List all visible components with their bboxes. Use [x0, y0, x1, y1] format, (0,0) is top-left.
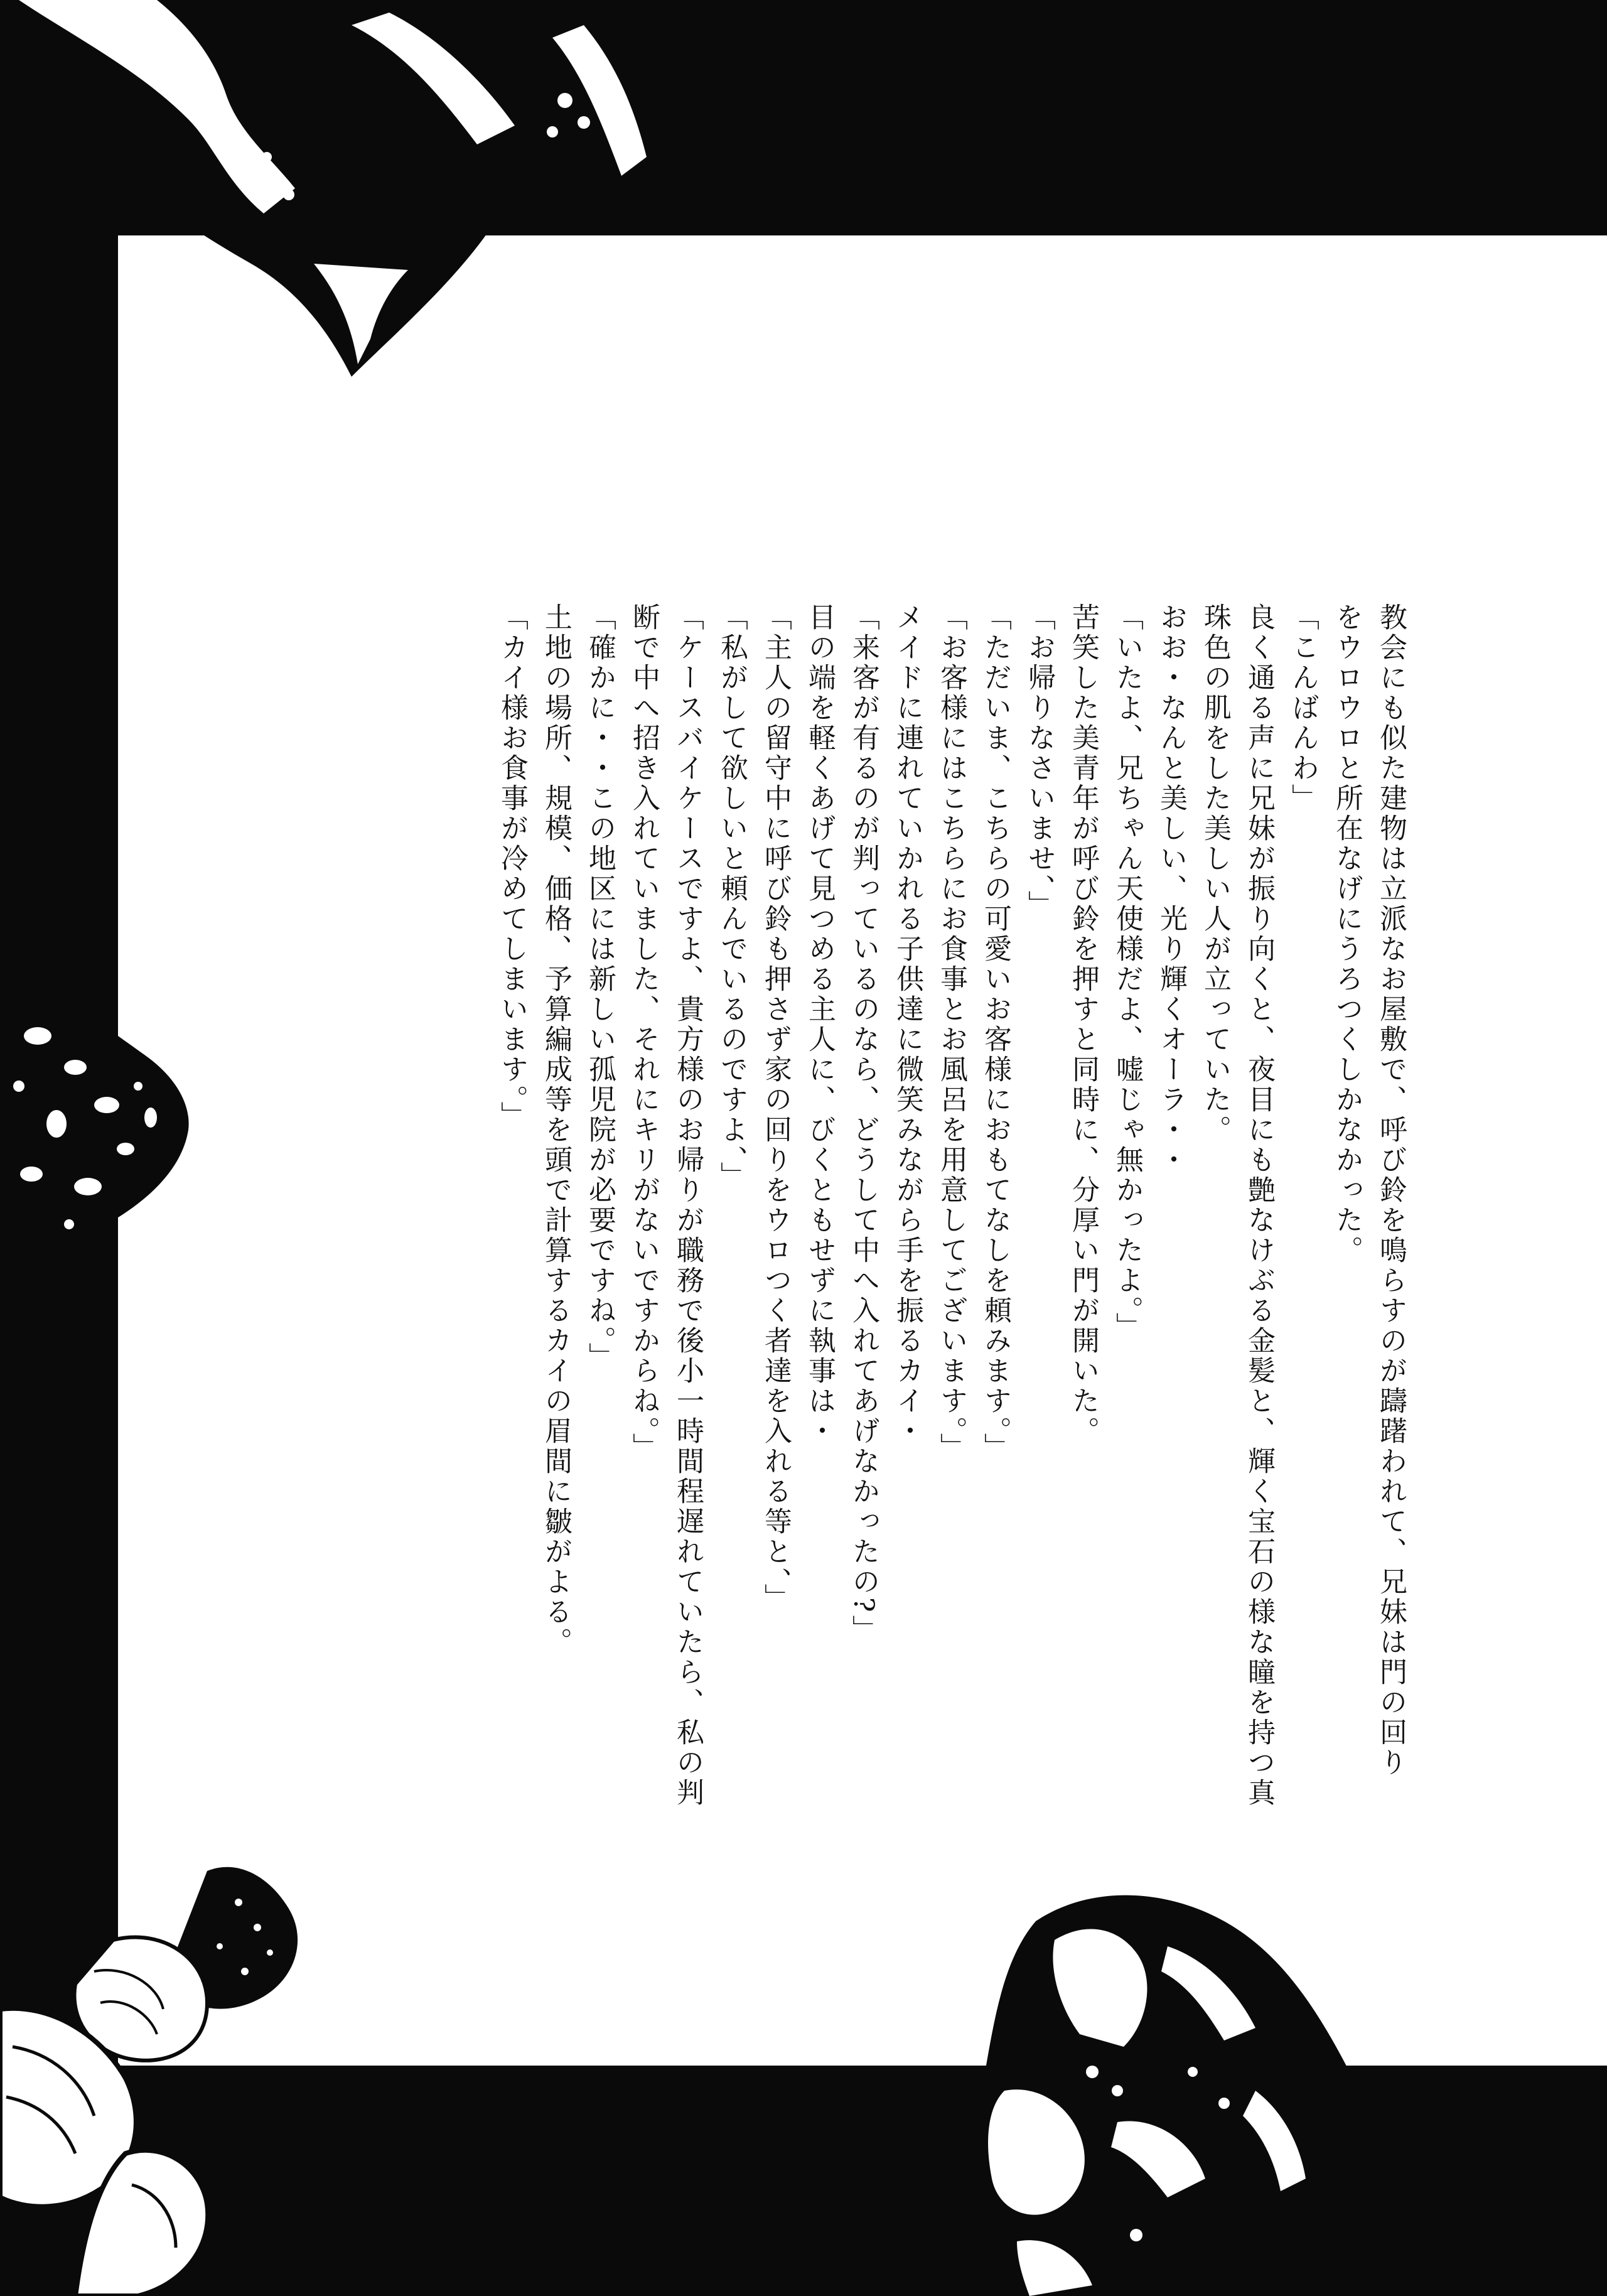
story-line: をウロウロと所在なげにうろつくしかなかった。: [1331, 603, 1363, 1266]
butterfly-wing-art-bottom-right: [929, 1884, 1607, 2296]
story-line: 土地の場所、規模、価格、予算編成等を頭で計算するカイの眉間に皺がよる。: [540, 603, 572, 1657]
story-line: 「確かに・・この地区には新しい孤児院が必要ですね。」: [584, 603, 616, 1372]
story-line: 「いたよ、兄ちゃん天使様だよ、嘘じゃ無かったよ。」: [1111, 603, 1143, 1342]
butterfly-wing-art-top: [0, 0, 741, 389]
story-line: 教会にも似た建物は立派なお屋敷で、呼び鈴を鳴らすのが躊躇われて、兄妹は門の回り: [1375, 603, 1407, 1778]
butterfly-wing-art-middle: [0, 961, 201, 1287]
story-line: 苦笑した美青年が呼び鈴を押すと同時に、分厚い門が開いた。: [1067, 603, 1099, 1447]
story-line: 「カイ様お食事が冷めてしまいます。」: [496, 603, 528, 1131]
story-line: メイドに連れていかれる子供達に微笑みながら手を振るカイ・: [891, 603, 923, 1447]
story-line: 断で中へ招き入れていました、それにキリがないですからね。」: [628, 603, 660, 1463]
story-line: 「お客様にはこちらにお食事とお風呂を用意してございます。」: [935, 603, 967, 1463]
story-line: 良く通る声に兄妹が振り向くと、夜目にも艶なけぶる金髪と、輝く宝石の様な瞳を持つ真: [1243, 603, 1275, 1808]
story-line: 珠色の肌をした美しい人が立っていた。: [1199, 603, 1231, 1145]
story-line: おお・なんと美しい、光り輝くオーラ・・: [1155, 603, 1187, 1175]
story-line: 「こんばんわ」: [1287, 603, 1319, 814]
story-line: 「私がして欲しいと頼んでいるのですよ、」: [716, 603, 748, 1192]
story-line: 「ただいま、こちらの可愛いお客様におもてなしを頼みます。」: [979, 603, 1011, 1463]
butterfly-art-bottom-left: [0, 1858, 402, 2296]
story-text: [308, 603, 1412, 1858]
story-line: 目の端を軽くあげて見つめる主人に、びくともせずに執事は・: [804, 603, 836, 1447]
story-line: 「来客が有るのが判っているのなら、どうして中へ入れてあげなかったの?」: [847, 603, 879, 1645]
story-line: 「主人の留守中に呼び鈴も押さず家の回りをウロつく者達を入れる等と、」: [760, 603, 792, 1614]
story-line: 「お帰りなさいませ、」: [1023, 603, 1055, 920]
story-line: 「ケースバイケースですよ、貴方様のお帰りが職務で後小一時間程遅れていたら、私の判: [672, 603, 704, 1808]
